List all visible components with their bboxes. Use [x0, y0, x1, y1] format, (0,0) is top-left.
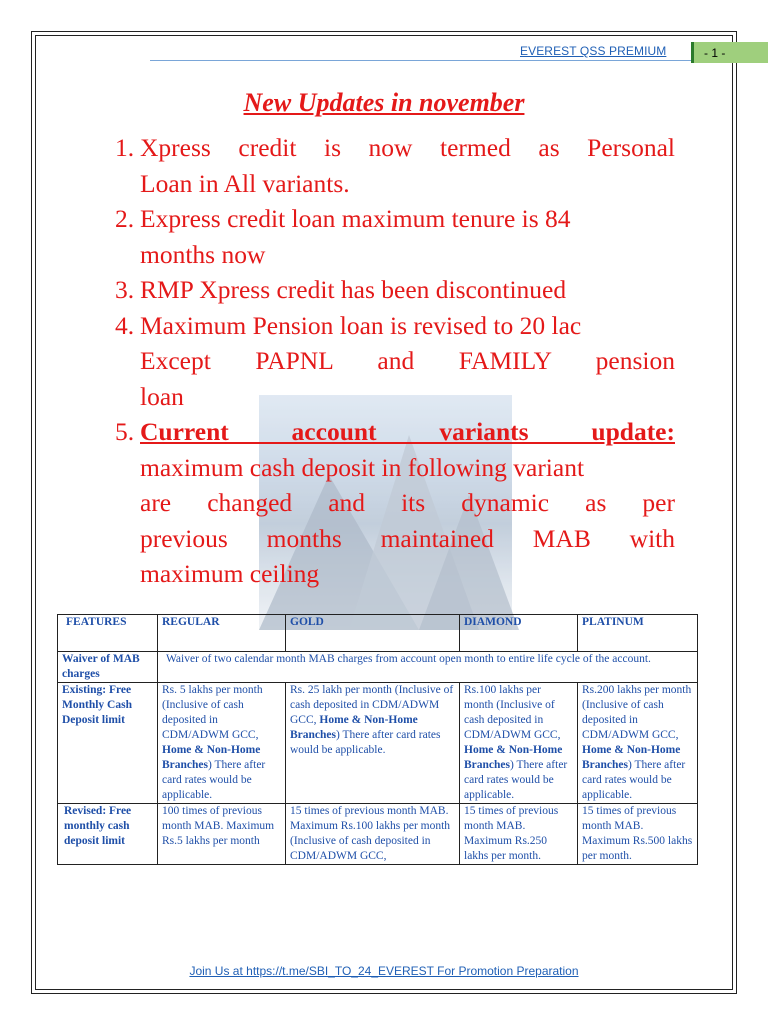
list-item-line: loan — [140, 381, 184, 411]
page-title: New Updates in november — [243, 88, 525, 117]
table-cell: 15 times of previous month MAB. Maximum Rs.250 lakhs per month. — [460, 804, 578, 865]
table-row — [58, 804, 698, 865]
table-row — [58, 652, 698, 683]
list-item-line: Loan in All variants. — [140, 168, 350, 198]
list-item-line: previous months maintained MAB with — [140, 523, 675, 553]
list-item-line — [140, 414, 675, 450]
header-rule — [150, 60, 738, 61]
table-row-label: Revised: Free monthly cash deposit limit — [58, 804, 158, 865]
list-item-number: 4. — [115, 310, 135, 340]
table-cell: Rs.200 lakhs per month (Inclusive of cash deposited in CDM/ADWM GCC, Home & Non-Home Branches) There after card rates would be applicable. — [578, 683, 698, 804]
table-header-row — [58, 615, 698, 652]
list-item-line: Except PAPNL and FAMILY pension — [140, 346, 675, 375]
table-row-label: Existing: Free Monthly Cash Deposit limit — [58, 683, 158, 804]
list-item-line: Express credit loan maximum tenure is 84 — [140, 204, 571, 233]
table-cell: 100 times of previous month MAB. Maximum Rs.5 lakhs per month — [158, 804, 286, 865]
variants-table — [57, 614, 698, 865]
header-brand: EVEREST QSS PREMIUM — [520, 44, 667, 58]
list-item-line: Xpress credit is now termed as Personal — [140, 133, 675, 162]
update-list — [115, 130, 675, 592]
list-item-heading: Current account variants update: — [140, 417, 675, 446]
list-item-line: are changed and its dynamic as per — [140, 488, 675, 517]
list-item-line: RMP Xpress credit has been discontinued — [140, 275, 567, 304]
table-header-cell: FEATURES — [58, 615, 158, 652]
table-row — [58, 683, 698, 804]
list-item-line: maximum cash deposit in following variant — [140, 452, 585, 482]
table-row-label: Waiver of MAB charges — [58, 652, 158, 683]
footer-link[interactable]: Join Us at https://t.me/SBI_TO_24_EVEREST For Promotion Preparation — [189, 964, 579, 978]
list-item-number: 5. — [115, 417, 135, 446]
list-item — [115, 308, 675, 415]
list-item-line: maximum ceiling — [140, 559, 320, 588]
list-item-line: Maximum Pension loan is revised to 20 lac — [140, 310, 582, 340]
list-item — [115, 201, 675, 272]
list-item — [115, 272, 675, 308]
table-cell: Waiver of two calendar month MAB charges from account open month to entire life cycle of the account. — [158, 652, 698, 683]
table-header-cell: REGULAR — [158, 615, 286, 652]
list-item — [115, 130, 675, 201]
table-cell: Rs. 5 lakhs per month (Inclusive of cash deposited in CDM/ADWM GCC, Home & Non-Home Branches) There after card rates would be applicable. — [158, 683, 286, 804]
list-item-number: 3. — [115, 275, 135, 304]
table-cell: Rs.100 lakhs per month (Inclusive of cash deposited in CDM/ADWM GCC, Home & Non-Home Branches) There after card rates would be applicable. — [460, 683, 578, 804]
table-header-cell: PLATINUM — [578, 615, 698, 652]
list-item-number: 1. — [115, 133, 135, 162]
page-number-badge: - 1 - — [691, 42, 768, 63]
list-item-line: months now — [140, 239, 266, 269]
table-header-cell: DIAMOND — [460, 615, 578, 652]
table-cell: 15 times of previous month MAB. Maximum Rs.500 lakhs per month. — [578, 804, 698, 865]
table-cell: 15 times of previous month MAB. Maximum Rs.100 lakhs per month (Inclusive of cash deposited in CDM/ADWM GCC, — [286, 804, 460, 865]
table-cell: Rs. 25 lakh per month (Inclusive of cash deposited in CDM/ADWM GCC, Home & Non-Home Branches) There after card rates would be applicable. — [286, 683, 460, 804]
list-item — [115, 414, 675, 592]
list-item-number: 2. — [115, 204, 135, 233]
table-header-cell: GOLD — [286, 615, 460, 652]
